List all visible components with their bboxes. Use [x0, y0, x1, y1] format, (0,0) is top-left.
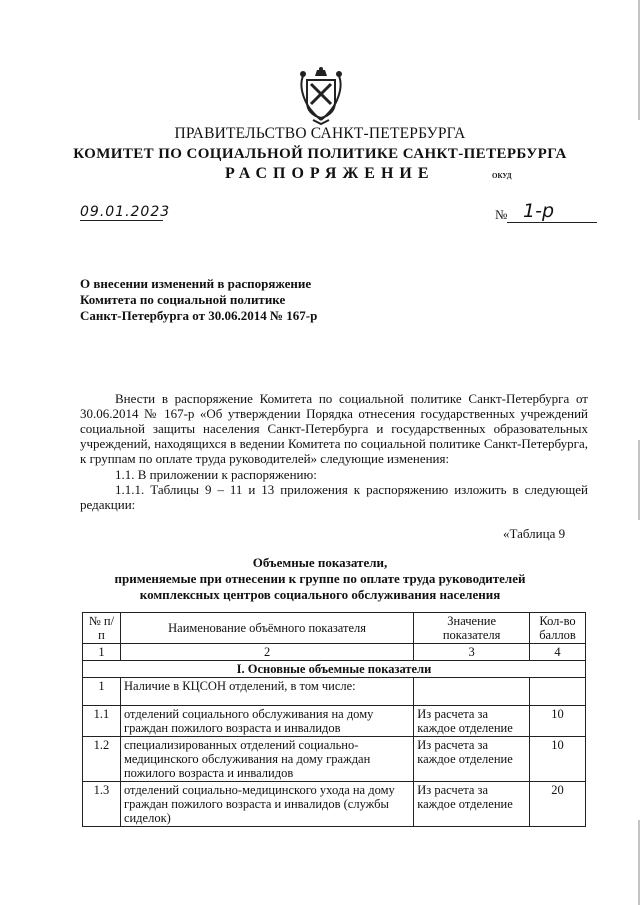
table-row: [83, 737, 586, 782]
okud-label: ОКУД: [492, 172, 512, 180]
column-number-row: [83, 644, 586, 661]
body-text: 1.1.1. Таблицы 9 – 11 и 13 приложения к распоряжению изложить в следующей редакции:: [80, 482, 588, 512]
table-row: [83, 782, 586, 827]
table-row: [83, 706, 586, 737]
subject-line: Санкт-Петербурга от 30.06.2014 № 167-р: [80, 308, 318, 323]
table-header-row: [83, 613, 586, 644]
column-number: 3: [414, 644, 530, 661]
subject-line: Комитета по социальной политике: [80, 292, 286, 307]
table-row: [83, 678, 586, 706]
row-points: 10: [530, 737, 586, 782]
column-number: 2: [120, 644, 413, 661]
row-name: отделений социального обслуживания на дому граждан пожилого возраста и инвалидов: [120, 706, 413, 737]
document-date: 09.01.2023: [80, 204, 171, 220]
row-value: Из расчета за каждое отделение: [414, 782, 530, 827]
table-title-line: применяемые при отнесении к группе по оплате труда руководителей: [114, 571, 526, 586]
header-points: Кол-во баллов: [530, 613, 586, 644]
row-value: Из расчета за каждое отделение: [414, 706, 530, 737]
document-number: 1-р: [507, 200, 597, 223]
body-paragraph: 1.1. В приложении к распоряжению:: [115, 467, 317, 482]
row-value: Из расчета за каждое отделение: [414, 737, 530, 782]
header-name: Наименование объёмного показателя: [120, 613, 413, 644]
coat-of-arms-icon: [297, 66, 345, 126]
header-num: № п/п: [83, 613, 121, 644]
row-name: Наличие в КЦСОН отделений, в том числе:: [120, 678, 413, 706]
body-text: Внести в распоряжение Комитета по социальной политике Санкт-Петербурга от 30.06.2014 № 167-р «Об утверждении Порядка отнесения государственных учреждений социальной защиты населения Санкт-Петербурга и государственных образовательных учреждений, находящихся в ведении Комитета по социальной политике Санкт-Петербурга, к группам по оплате труда руководителей» следующие изменения:: [80, 391, 588, 466]
row-points: [530, 678, 586, 706]
column-number: 4: [530, 644, 586, 661]
row-name: отделений социально-медицинского ухода на дому граждан пожилого возраста и инвалидов (службы сиделок): [120, 782, 413, 827]
row-name: специализированных отделений социально-медицинского обслуживания на дому граждан пожилого возраста и инвалидов: [120, 737, 413, 782]
row-points: 10: [530, 706, 586, 737]
row-points: 20: [530, 782, 586, 827]
committee-title: КОМИТЕТ ПО СОЦИАЛЬНОЙ ПОЛИТИКЕ САНКТ-ПЕТЕРБУРГА: [73, 146, 567, 162]
section-row: [83, 661, 586, 678]
indicators-table: [82, 612, 586, 827]
subject-line: О внесении изменений в распоряжение: [80, 276, 312, 291]
subject-block: [80, 276, 380, 324]
table-title-line: Объемные показатели,: [252, 555, 388, 570]
row-num: 1.2: [83, 737, 121, 782]
header-value: Значение показателя: [414, 613, 530, 644]
table-title-line: комплексных центров социального обслуживания населения: [139, 587, 501, 602]
government-title: ПРАВИТЕЛЬСТВО САНКТ-ПЕТЕРБУРГА: [174, 125, 466, 142]
document-type: РАСПОРЯЖЕНИЕ: [225, 165, 435, 182]
row-num: 1: [83, 678, 121, 706]
table-title: [100, 555, 540, 603]
section-title: I. Основные объемные показатели: [83, 661, 586, 678]
body-paragraph: [80, 391, 588, 466]
column-number: 1: [83, 644, 121, 661]
body-paragraph: [80, 482, 588, 512]
row-num: 1.1: [83, 706, 121, 737]
table-label: «Таблица 9: [503, 526, 566, 541]
number-label: №: [495, 207, 508, 222]
row-value: [414, 678, 530, 706]
row-num: 1.3: [83, 782, 121, 827]
